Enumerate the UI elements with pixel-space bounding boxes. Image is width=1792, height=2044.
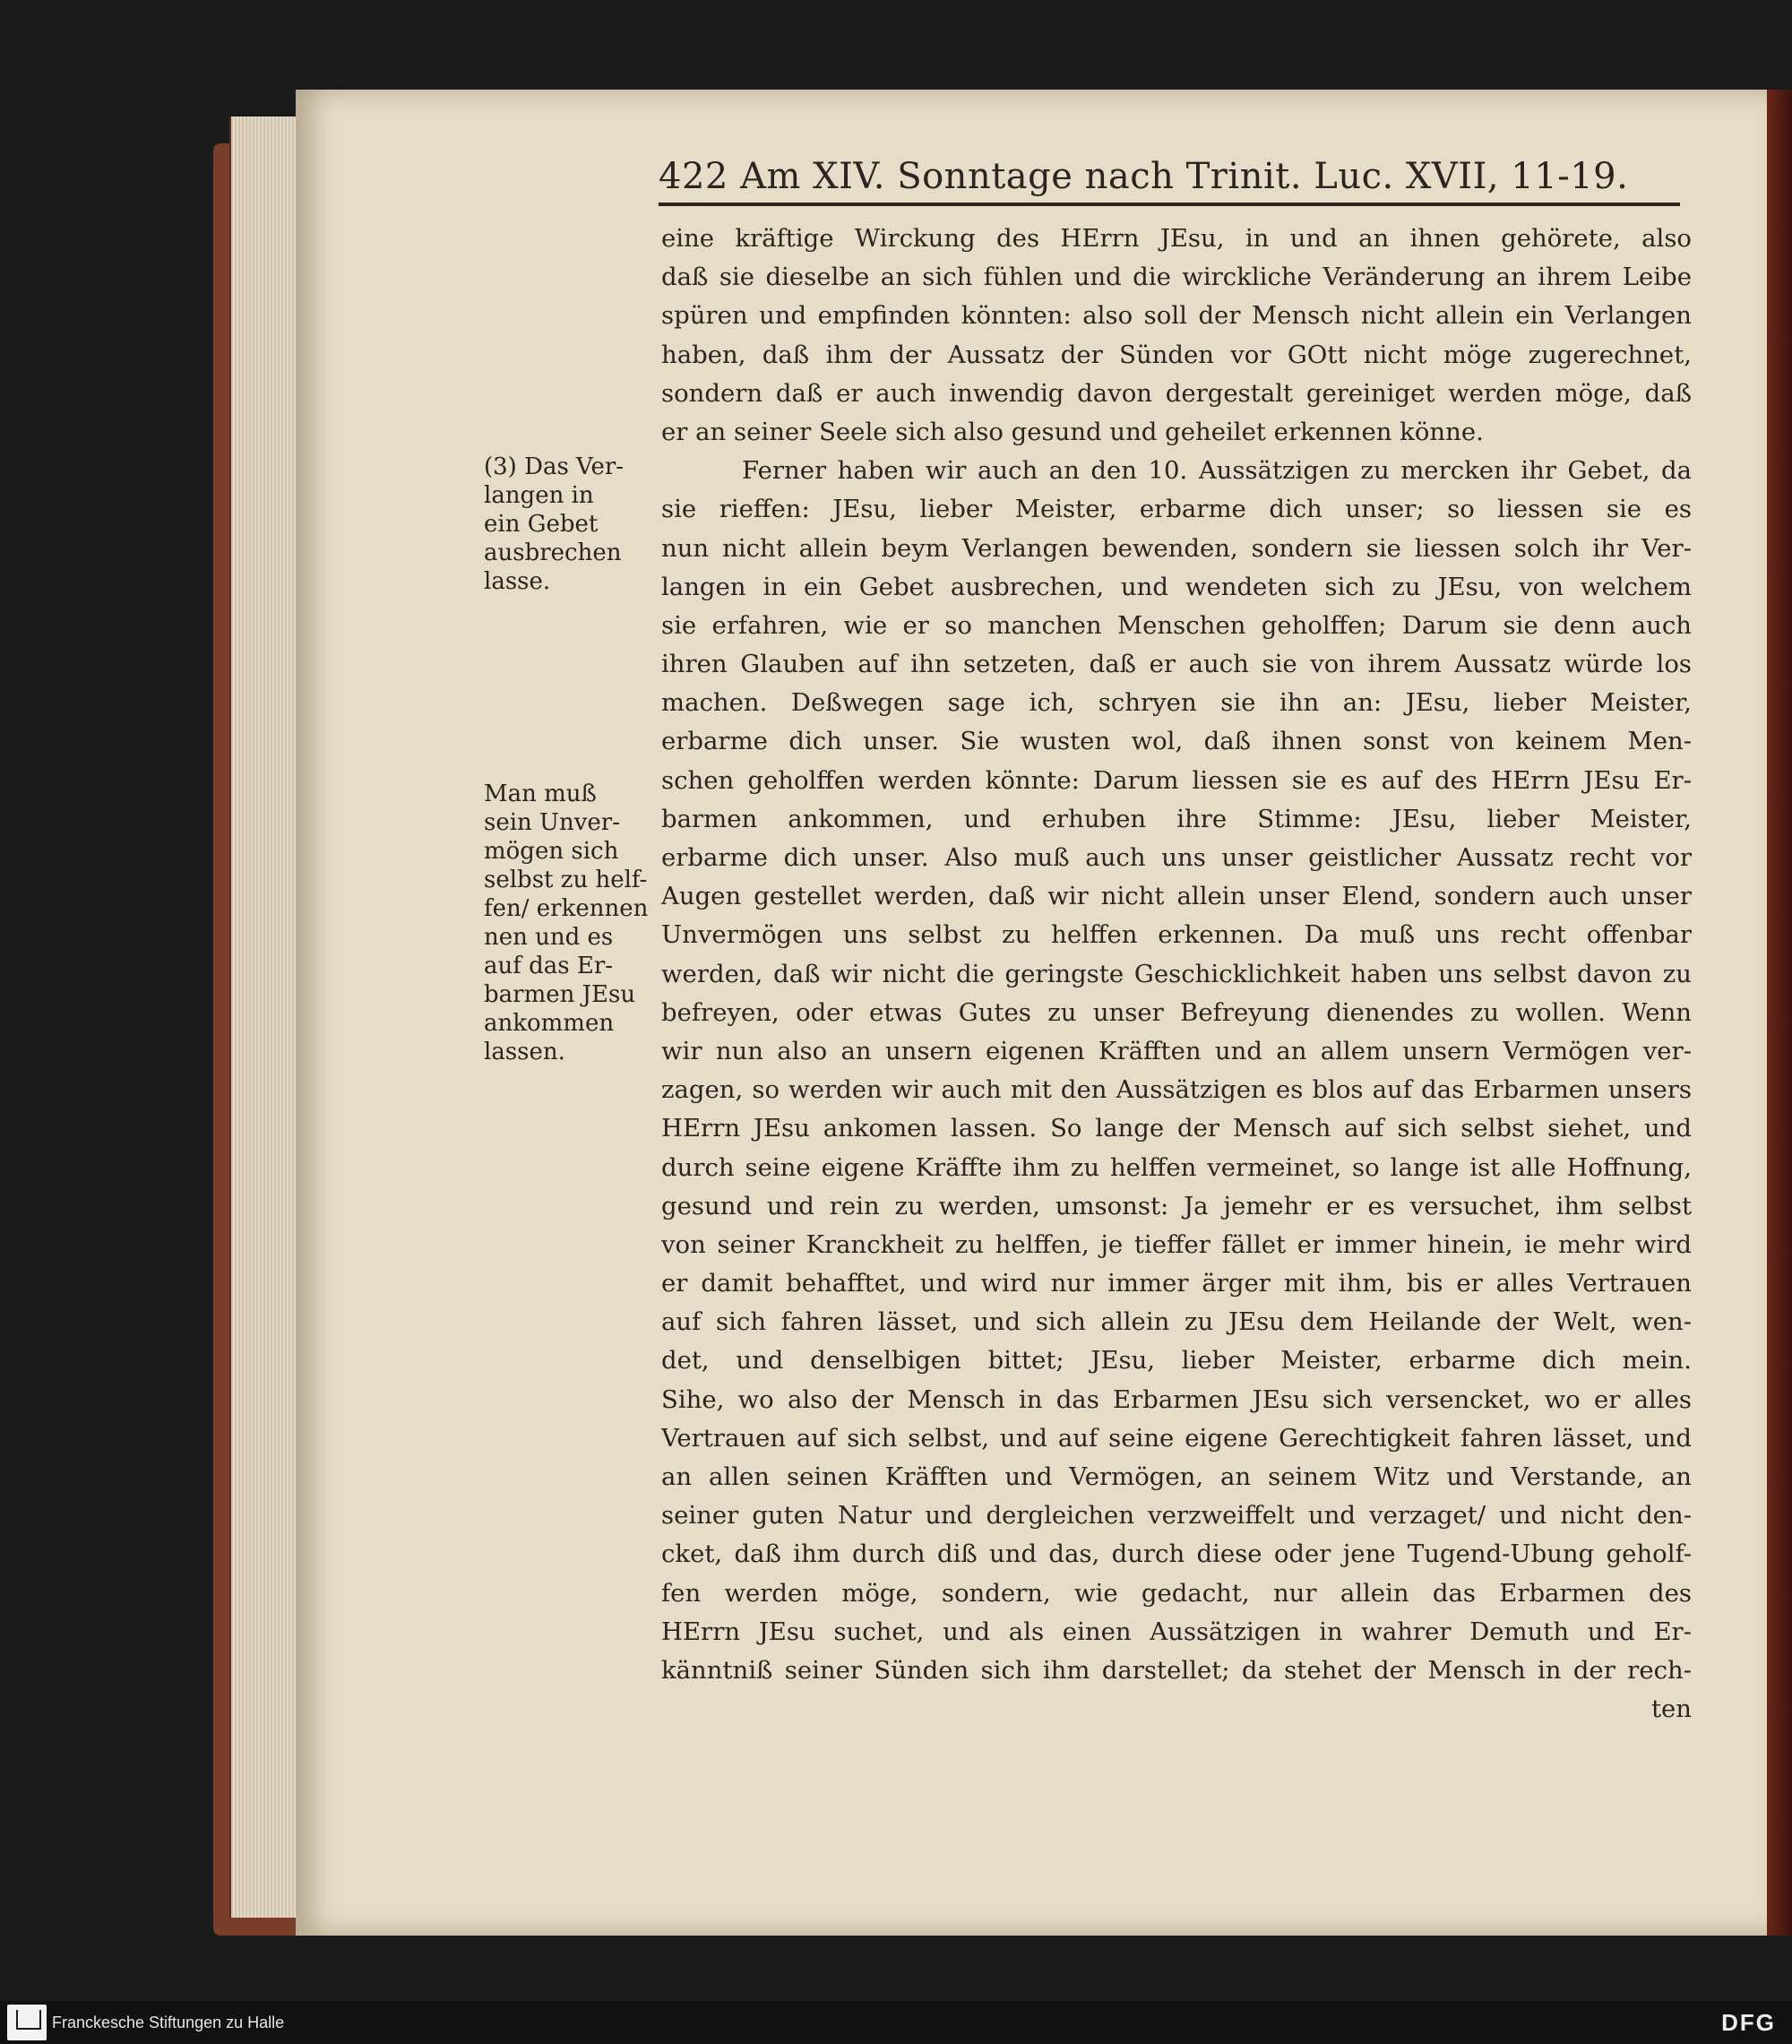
text-line: det, und denselbigen bittet; JEsu, lieber Meister, erbarme dich mein. [661, 1346, 1692, 1376]
text-line: machen. Deßwegen sage ich, schryen sie ihn an: JEsu, lieber Meister, [661, 688, 1692, 718]
text-line: sie rieffen: JEsu, lieber Meister, erbarme dich unser; so liessen sie es [661, 495, 1692, 524]
text-line: wir nun also an unsern eigenen Kräfften und an allem unsern Vermögen ver- [661, 1036, 1692, 1065]
text-line: Ferner haben wir auch an den 10. Aussätzigen zu mercken ihr Gebet, da [742, 456, 1692, 486]
institution-name: Franckesche Stiftungen zu Halle [52, 2014, 285, 2031]
text-line: sie erfahren, wie er so manchen Menschen geholffen; Darum sie denn auch [661, 610, 1692, 640]
text-line: spüren und empfinden könnten: also soll der Mensch nicht allein ein Verlangen [661, 301, 1692, 331]
institution-logo-icon [7, 2005, 47, 2040]
margin-note-line: ankommen [484, 1010, 615, 1037]
body-text [661, 220, 1692, 1729]
text-line: erbarme dich unser. Sie wusten wol, daß ihnen sonst von keinem Men- [661, 727, 1692, 756]
dfg-logo: DFG [1721, 2009, 1776, 2036]
text-line: zagen, so werden wir auch mit den Aussätzigen es blos auf das Erbarmen unsers [661, 1075, 1692, 1105]
text-line: er an seiner Seele sich also gesund und geheilet erkennen könne. [661, 417, 1484, 446]
right-binding-strip [1767, 90, 1792, 1936]
text-line: werden, daß wir nicht die geringste Geschicklichkeit haben uns selbst davon zu [661, 959, 1692, 988]
margin-note-line: (3) Das Ver- [484, 453, 625, 480]
text-line: ihren Glauben auf ihn setzeten, daß er auch sie von ihrem Aussatz würde los [661, 650, 1692, 679]
margin-note-line: lasse. [484, 568, 551, 595]
text-line: erbarme dich unser. Also muß auch uns unser geistlicher Aussatz recht vor [661, 843, 1692, 872]
margin-note-line: fen/ erkennen [484, 895, 649, 922]
margin-note-line: langen in [484, 482, 594, 509]
running-header: 422 Am XIV. Sonntage nach Trinit. Luc. XVII, 11-19. [659, 151, 1680, 206]
margin-note-line: sein Unver- [484, 809, 621, 836]
text-line: cket, daß ihm durch diß und das, durch diese oder jene Tugend-Ubung geholf- [661, 1539, 1692, 1569]
text-line: HErrn JEsu ankomen lassen. So lange der Mensch auf sich selbst siehet, und [661, 1114, 1692, 1143]
margin-note-line: mögen sich [484, 838, 619, 865]
margin-note-inability [484, 780, 663, 1066]
margin-note-line: ausbrechen [484, 539, 622, 566]
text-line: haben, daß ihm der Aussatz der Sünden vor GOtt nicht möge zugerechnet, [661, 340, 1692, 369]
text-line: nun nicht allein beym Verlangen bewenden, sondern sie liessen solch ihr Ver- [661, 533, 1692, 563]
text-line: langen in ein Gebet ausbrechen, und wendeten sich zu JEsu, von welchem [661, 572, 1692, 601]
text-line: känntniß seiner Sünden sich ihm darstellet; da stehet der Mensch in der rech- [661, 1655, 1692, 1685]
viewer-footer [0, 2001, 1792, 2044]
text-line: seiner guten Natur und dergleichen verzweiffelt und verzaget/ und nicht den- [661, 1501, 1692, 1531]
margin-note-line: Man muß [484, 781, 597, 807]
margin-note-line: lassen. [484, 1039, 565, 1065]
margin-note-prayer [484, 453, 663, 596]
margin-note-line: selbst zu helf- [484, 867, 648, 893]
text-line: fen werden möge, sondern, wie gedacht, nur allein das Erbarmen des [661, 1578, 1692, 1608]
text-line: befreyen, oder etwas Gutes zu unser Befreyung dienendes zu wollen. Wenn [661, 997, 1692, 1027]
text-line: durch seine eigene Kräffte ihm zu helffen vermeinet, so lange ist alle Hoffnung, [661, 1152, 1692, 1182]
text-line: barmen ankommen, und erhuben ihre Stimme: JEsu, lieber Meister, [661, 804, 1692, 833]
text-line: an allen seinen Kräfften und Vermögen, an seinem Witz und Verstande, an [661, 1462, 1692, 1491]
margin-note-line: nen und es [484, 924, 614, 951]
text-line: von seiner Kranckheit zu helffen, je tieffer fället er immer hinein, ie mehr wird [661, 1229, 1692, 1259]
text-line: er damit behafftet, und wird nur immer ärger mit ihm, bis er alles Vertrauen [661, 1269, 1692, 1298]
text-line: schen geholffen werden könnte: Darum liessen sie es auf des HErrn JEsu Er- [661, 765, 1692, 795]
text-line: sondern daß er auch inwendig davon dergestalt gereiniget werden möge, daß [661, 378, 1692, 408]
text-line: eine kräftige Wirckung des HErrn JEsu, in und an ihnen gehörete, also [661, 224, 1692, 253]
text-line: Unvermögen uns selbst zu helffen erkennen. Da muß uns recht offenbar [661, 920, 1692, 950]
margin-note-line: auf das Er- [484, 953, 614, 979]
text-line: Augen gestellet werden, daß wir nicht allein unser Elend, sondern auch unser [661, 882, 1692, 911]
catchword: ten [1650, 1695, 1692, 1724]
text-line: HErrn JEsu suchet, und als einen Aussätzigen in wahrer Demuth und Er- [661, 1617, 1692, 1646]
text-line: gesund und rein zu werden, umsonst: Ja jemehr er es versuchet, ihm selbst [661, 1191, 1692, 1220]
margin-note-line: barmen JEsu [484, 981, 636, 1008]
text-line: Vertrauen auf sich selbst, und auf seine eigene Gerechtigkeit fahren lässet, und [661, 1423, 1692, 1453]
text-line: Sihe, wo also der Mensch in das Erbarmen JEsu sich versencket, wo er alles [661, 1384, 1692, 1414]
margin-note-line: ein Gebet [484, 511, 599, 538]
text-line: auf sich fahren lässet, und sich allein zu JEsu dem Heilande der Welt, wen- [661, 1307, 1692, 1337]
text-line: daß sie dieselbe an sich fühlen und die wirckliche Veränderung an ihrem Leibe [661, 263, 1692, 292]
